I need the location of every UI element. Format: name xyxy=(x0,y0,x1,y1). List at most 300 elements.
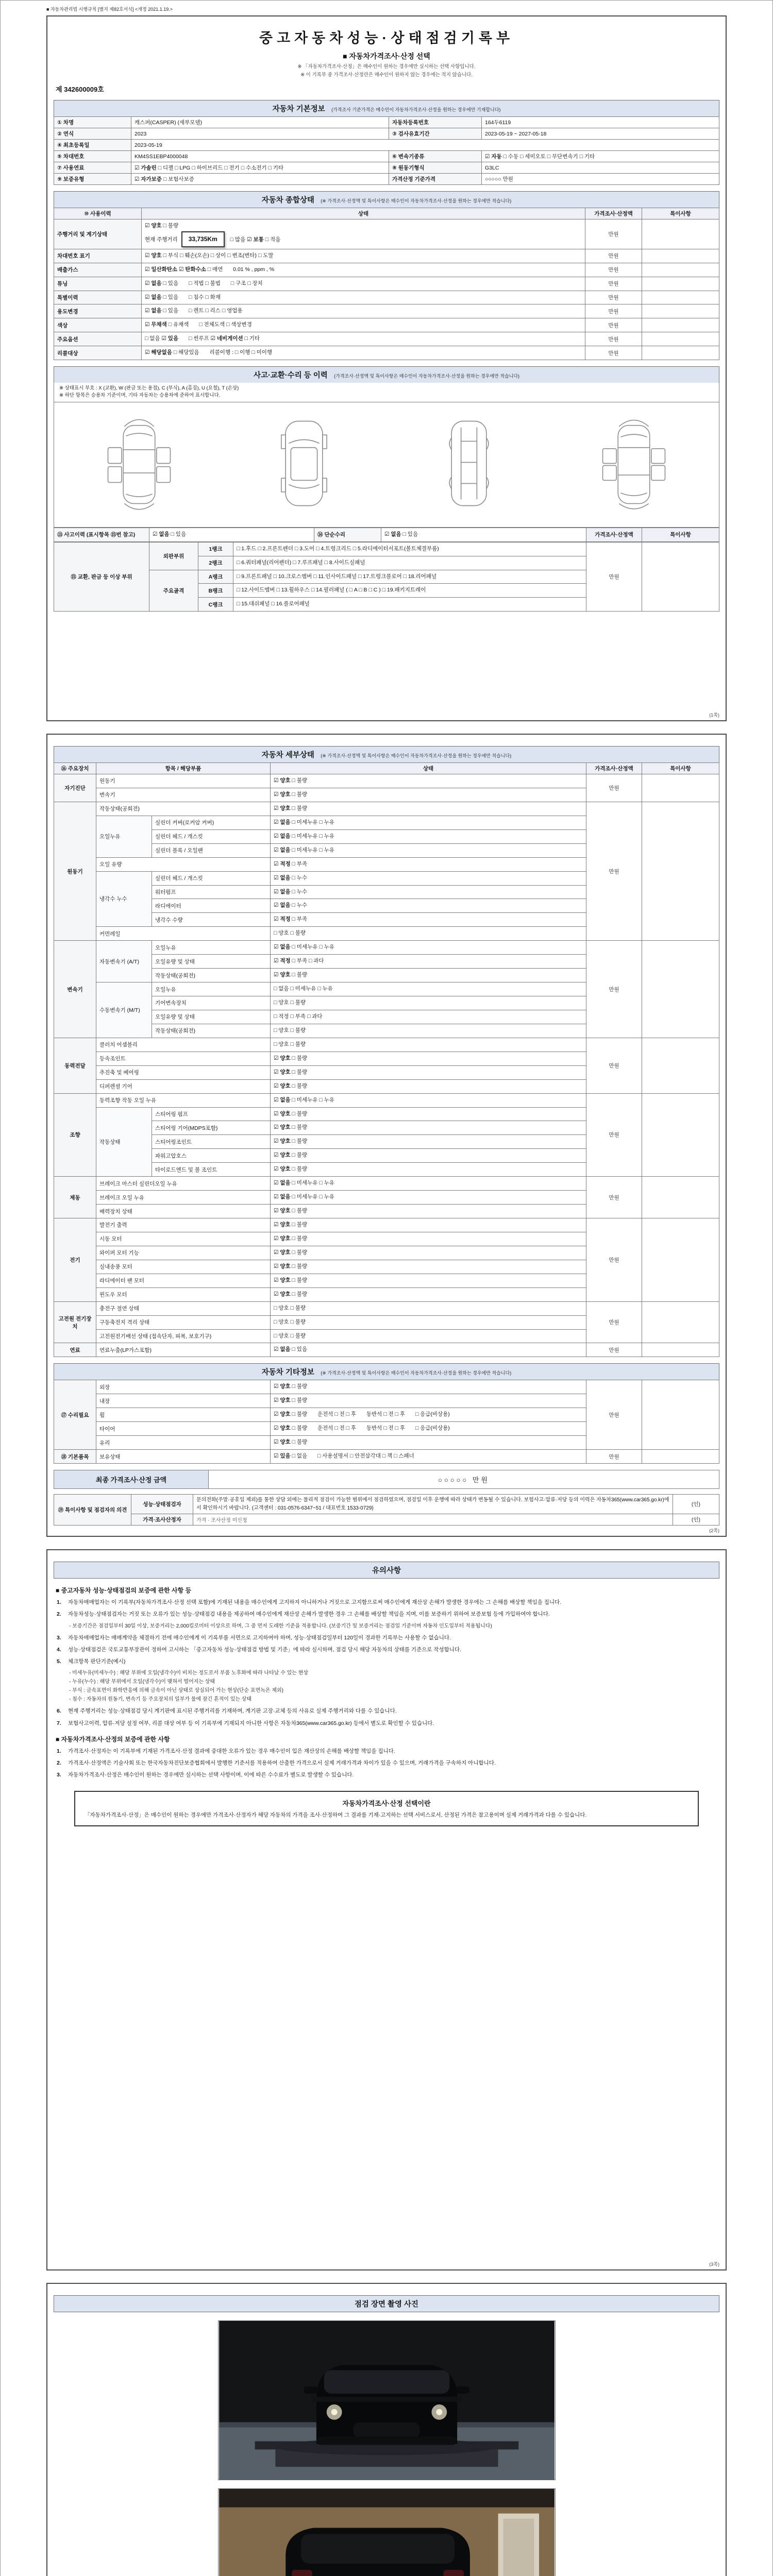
document-number: 제 342600009호 xyxy=(56,86,104,93)
checkbox-checked: ☑ 양호 xyxy=(274,1124,291,1131)
item-label: 실내송풍 모터 xyxy=(96,1260,271,1274)
page-1-mark: (1쪽) xyxy=(709,713,719,718)
checkbox-checked: ☑ 양호 xyxy=(274,972,291,978)
checkbox-unchecked: □ 적음 xyxy=(265,236,281,243)
state-text: ) xyxy=(379,587,381,594)
checkbox-unchecked: □ 불법 xyxy=(205,280,221,286)
inspector-opinion-text: 문의전화(주말·공휴일 제외)를 통한 상담 외에는 물리적 점검이 가능한 범위에서 점검하였으며, 점검일 이후 운행에 따라 상태가 변동될 수 있습니다. 보험사고·압류·저당 등의 이력은 자동차365(www.car365.go.kr)에서 확인하시기 바랍니다. (고객센터 : 031-0576-6347~51 / 대표번호 1533-0729) xyxy=(193,1495,673,1514)
field-label: ⑥ 변속기종류 xyxy=(389,151,482,162)
item-state xyxy=(271,1093,586,1107)
item-label: 발전기 출력 xyxy=(96,1218,271,1232)
checkbox-checked: ☑ 양호 xyxy=(274,1222,291,1228)
item-label: 실린더 헤드 / 개스킷 xyxy=(152,871,271,885)
checkbox-unchecked: □ 불량 xyxy=(292,1152,308,1159)
item-label: 커먼레일 xyxy=(96,927,271,941)
checkbox-checked: ☑ 없음 xyxy=(274,1346,291,1353)
checkbox-unchecked: □ 영업용 xyxy=(222,308,243,314)
checkbox-unchecked: □ 응급(비상용) xyxy=(415,1411,450,1418)
checkbox-checked: ☑ 없음 xyxy=(274,833,291,839)
item-label: 라디에이터 팬 모터 xyxy=(96,1274,271,1287)
checkbox-checked: ☑ 양호 xyxy=(274,1055,291,1061)
other-section-title: 자동차 기타정보 xyxy=(261,1368,314,1377)
checkbox-unchecked: □ 불량 xyxy=(292,1263,308,1269)
checkbox-unchecked: □ 기타 xyxy=(579,154,595,160)
item-state xyxy=(271,1329,586,1343)
checkbox-unchecked: □ 전체도색 xyxy=(199,321,225,328)
basic-row xyxy=(54,128,719,140)
basic-row xyxy=(54,174,719,185)
checkbox-unchecked: □ 후 xyxy=(395,1425,405,1432)
checkbox-unchecked: □ 적법 xyxy=(188,280,204,286)
item-label: 충전구 절연 상태 xyxy=(96,1301,271,1315)
detail-table-body xyxy=(54,774,719,1357)
notice-number: 2. xyxy=(57,1760,61,1767)
checkbox-checked: ☑ 양호 xyxy=(274,777,291,784)
item-label: 스티어링 기어(MDPS포함) xyxy=(152,1121,271,1135)
rank-label: 1랭크 xyxy=(198,542,233,556)
checkbox-unchecked: □ 불량 xyxy=(292,1411,308,1418)
price-cell: 만원 xyxy=(585,346,642,360)
checkbox-unchecked: □ 불량 xyxy=(292,1069,308,1075)
checkbox-unchecked: □ 미이행 xyxy=(251,349,273,356)
item-state xyxy=(271,1107,586,1121)
item-state xyxy=(271,913,586,927)
item-state xyxy=(271,1274,586,1287)
item-state xyxy=(271,1163,586,1177)
item-label: 등속조인트 xyxy=(96,1052,271,1065)
checkbox-unchecked: □ 1.후드 xyxy=(237,545,257,552)
checkbox-unchecked: □ 2.프론트펜더 xyxy=(258,545,293,552)
rank-row xyxy=(54,542,719,556)
notice-text: 보험사고이력, 압류·저당 설정 여부, 리콜 대상 여부 등 이 기록부에 기재되지 아니한 사항은 자동차365(www.car365.go.kr) 등에서 별도로 확인할 수 있습니다. xyxy=(68,1720,434,1726)
condition-row xyxy=(54,941,719,955)
item-state xyxy=(271,1380,586,1394)
item-state xyxy=(271,1218,586,1232)
field-value: 2023-05-19 ~ 2027-05-18 xyxy=(482,128,719,140)
checkbox-unchecked: □ 불량 xyxy=(163,223,179,229)
field-value: 2023-05-19 xyxy=(131,140,719,151)
notice-item xyxy=(57,1771,716,1779)
checkbox-unchecked: □ 부족 xyxy=(292,860,308,867)
price-cell: 만원 xyxy=(586,1093,642,1177)
item-label: 유리 xyxy=(96,1436,271,1450)
price-cell: 만원 xyxy=(586,1450,642,1464)
checkbox-unchecked: □ 19.패키지트레이 xyxy=(382,587,426,594)
checkbox-unchecked: □ 불량 xyxy=(290,930,306,937)
checkbox-unchecked: □ 11.인사이드패널 xyxy=(313,573,357,580)
checkbox-checked: ☑ 없음 xyxy=(153,531,170,537)
state-text: 운전석 xyxy=(317,1411,333,1418)
notice-number: 7. xyxy=(57,1720,61,1726)
system-group-label: 조향 xyxy=(54,1093,96,1177)
checkbox-unchecked: □ 기타 xyxy=(268,165,284,171)
checkbox-unchecked: □ 누유 xyxy=(319,846,334,853)
checkbox-unchecked: □ 15.대쉬패널 xyxy=(237,601,270,607)
checkbox-unchecked: □ 누유 xyxy=(319,819,334,825)
checkbox-unchecked: □ 썬루프 xyxy=(188,335,209,342)
page-4 xyxy=(46,2283,727,2576)
notice-section-head: ■ 자동차가격조사·산정의 보증에 관한 사항 xyxy=(56,1735,170,1743)
detail-section-band xyxy=(54,746,719,762)
item-state xyxy=(271,1135,586,1149)
item-label: 휠 xyxy=(96,1408,271,1422)
checkbox-unchecked: □ 불량 xyxy=(292,1291,308,1297)
item-label: 오일누유 xyxy=(152,941,271,955)
checkbox-unchecked: □ 해당있음 xyxy=(173,349,199,356)
note-cell xyxy=(642,291,719,304)
detail-col-price: 가격조사·산정액 xyxy=(586,763,642,774)
state-text: 동반석 xyxy=(366,1411,382,1418)
notice-item xyxy=(57,1634,716,1642)
checkbox-checked: ☑ 없음 xyxy=(274,846,291,853)
checkbox-unchecked: □ 17.트렁크플로어 xyxy=(358,573,402,580)
checkbox-unchecked: □ 불량 xyxy=(292,1235,308,1242)
detail-table xyxy=(54,762,719,1357)
checkbox-unchecked: □ 불량 xyxy=(292,1082,308,1089)
page-2-mark: (2쪽) xyxy=(709,1528,719,1533)
checkbox-unchecked: □ 불량 xyxy=(292,1222,308,1228)
price-cell: 만원 xyxy=(586,774,642,802)
item-label: 브레이크 오일 누유 xyxy=(96,1191,271,1205)
checkbox-checked: ☑ 없음 xyxy=(274,819,291,825)
accident-legend xyxy=(54,383,719,402)
checkbox-unchecked: □ 부족 xyxy=(290,1013,306,1020)
checkbox-unchecked: □ 있음 xyxy=(163,280,179,286)
checkbox-unchecked: □ 불량 xyxy=(292,805,308,811)
accident-legend-line2: ※ 하단 항목은 승용차 기준이며, 기타 자동차는 승용차에 준하여 표시합니다. xyxy=(59,393,221,399)
car-diagrams xyxy=(54,402,719,528)
checkbox-unchecked: □ 8.사이드실패널 xyxy=(324,559,365,566)
subgroup-label: 냉각수 누수 xyxy=(96,871,152,927)
notice-text: 자동차매매업자는 매매계약을 체결하기 전에 매수인에게 이 기록부를 서면으로 고지하여야 하며, 성능·상태점검일부터 120일이 경과한 기록부는 사용할 수 없습니다. xyxy=(68,1634,451,1641)
rank-label: C랭크 xyxy=(198,598,233,612)
checkbox-checked: ☑ 가솔린 xyxy=(135,165,157,171)
item-state xyxy=(271,871,586,885)
checkbox-unchecked: □ 누유 xyxy=(319,833,334,839)
checkbox-checked: ☑ 없음 xyxy=(384,531,401,537)
state-text: 현재 주행거리 xyxy=(145,236,178,243)
rank-items xyxy=(233,542,586,556)
other-section-band xyxy=(54,1363,719,1380)
checkbox-unchecked: □ 있음 xyxy=(292,1346,308,1353)
odometer-value: 33,735Km xyxy=(181,231,225,247)
condition-row xyxy=(54,1450,719,1464)
item-label: 실린더 커버(로커암 커버) xyxy=(152,816,271,829)
checkbox-unchecked: □ 13.휠하우스 xyxy=(276,587,310,594)
checkbox-unchecked: □ 9.프론트패널 xyxy=(237,573,272,580)
checkbox-unchecked: □ 렌트 xyxy=(188,308,204,314)
notice-text: 현재 주행거리는 성능·상태점검 당시 계기판에 표시된 주행거리를 기재하며, 계기판 고장·교체 등의 사유로 실제 주행거리와 다를 수 있습니다. xyxy=(68,1708,397,1715)
rank-items xyxy=(233,570,586,584)
condition-row xyxy=(54,1177,719,1191)
price-cell: 만원 xyxy=(585,318,642,332)
inspection-photo-front xyxy=(218,2320,556,2480)
usage-item-state xyxy=(142,346,585,360)
inspector-role-label: 성능·상태점검자 xyxy=(131,1495,193,1514)
item-state xyxy=(271,982,586,996)
note-cell xyxy=(642,774,719,802)
price-survey-select-title: ■ 자동차가격조사·산정 선택 xyxy=(343,52,430,60)
system-group-label: 전기 xyxy=(54,1218,96,1302)
accident-legend-line1: ※ 상태표시 부호 : X (교환), W (판금 또는 용접), C (부식), A (흠집), U (요철), T (손상) xyxy=(59,385,239,392)
field-label: 자동차등록번호 xyxy=(389,117,482,128)
note-cell xyxy=(642,802,719,940)
notice-text: 성능·상태점검은 국토교통부장관이 정하여 고시하는 「중고자동차 성능·상태점검 방법 및 기준」에 따라 실시하며, 점검 당시 해당 자동차의 상태를 기준으로 작성합니다. xyxy=(68,1646,461,1653)
checkbox-unchecked: □ 18.리어패널 xyxy=(403,573,437,580)
item-label: 변속기 xyxy=(96,788,271,802)
checkbox-checked: ☑ 양호 xyxy=(274,791,291,798)
checkbox-unchecked: □ 양호 xyxy=(274,1304,289,1311)
summary-row xyxy=(54,332,719,346)
checkbox-unchecked: □ 없음 xyxy=(145,335,160,342)
final-price-label: 최종 가격조사·산정 금액 xyxy=(54,1470,209,1488)
car-diagram-exterior-open-icon xyxy=(93,411,186,519)
panel-category-label: 주요골격 xyxy=(149,570,198,612)
checkbox-unchecked: □ 변조(변타) xyxy=(227,252,257,259)
price-cell: 만원 xyxy=(586,1301,642,1343)
field-label: ⑤ 차대번호 xyxy=(54,151,131,162)
checkbox-unchecked: □ 불량 xyxy=(292,791,308,798)
note-cell xyxy=(642,304,719,318)
checkbox-checked: ☑ 양호 xyxy=(274,1263,291,1269)
checkbox-unchecked: □ 도말 xyxy=(258,252,274,259)
item-state xyxy=(271,969,586,982)
checkbox-checked: ☑ 양호 xyxy=(274,1138,291,1145)
notices-content xyxy=(54,1586,719,1780)
condition-row xyxy=(54,1380,719,1394)
accident-section-note: (가격조사·산정액 및 특이사항은 매수인이 자동차가격조사·산정을 원하는 경우에만 적습니다) xyxy=(334,374,520,379)
system-group-label: 변속기 xyxy=(54,941,96,1038)
system-group-label: 자기진단 xyxy=(54,774,96,802)
checkbox-checked: ☑ 없음 xyxy=(145,308,162,314)
note-cell xyxy=(642,542,719,612)
checkbox-unchecked: □ 과다 xyxy=(307,1013,323,1020)
car-diagram-underbody-icon xyxy=(423,411,515,519)
checkbox-unchecked: □ 있음 xyxy=(171,531,187,537)
notices-band xyxy=(54,1562,719,1579)
checkbox-checked: ☑ 양호 xyxy=(274,1249,291,1256)
checkbox-checked: ☑ 보통 xyxy=(247,236,264,243)
checkbox-unchecked: □ 미세누유 xyxy=(292,1194,318,1200)
item-state xyxy=(271,927,586,941)
system-group-label: ⑱ 기본품목 xyxy=(54,1450,96,1464)
summary-row xyxy=(54,219,719,249)
note-cell xyxy=(642,1218,719,1302)
summary-col-usage: ⑩ 사용이력 xyxy=(54,208,142,219)
checkbox-unchecked: □ 수동 xyxy=(503,154,519,160)
checkbox-unchecked: □ 적정 xyxy=(274,1013,289,1020)
item-label: 원동기 xyxy=(96,774,271,788)
item-state xyxy=(271,1177,586,1191)
notice-sub-item: - 부식 : 금속표면이 화학반응에 의해 금속이 아닌 상태로 상실되어 가는 현상(단순 표면녹은 제외) xyxy=(69,1688,283,1694)
checkbox-unchecked: □ 침수 xyxy=(188,294,204,300)
checkbox-unchecked: □ 불량 xyxy=(290,1304,306,1311)
notice-number: 1. xyxy=(57,1748,61,1754)
checkbox-unchecked: □ 6.쿼터패널(리어펜더) xyxy=(237,559,292,566)
checkbox-checked: ☑ 양호 xyxy=(274,1425,291,1432)
checkbox-unchecked: □ 14.필러패널 xyxy=(311,587,345,594)
checkbox-checked: ☑ 없음 xyxy=(274,874,291,881)
notice-sub-item: - 미세누유(미세누수) : 해당 부위에 오일(냉각수)이 비치는 정도로서 부품 노후화에 따라 나타날 수 있는 현상 xyxy=(69,1670,309,1676)
checkbox-checked: ☑ 무채색 xyxy=(145,321,167,328)
checkbox-checked: ☑ 해당없음 xyxy=(145,349,172,356)
checkbox-unchecked: □ 미세누유 xyxy=(292,1096,318,1103)
checkbox-unchecked: □ 양호 xyxy=(274,999,289,1006)
notice-number: 6. xyxy=(57,1708,61,1715)
price-survey-note-1: ※ 「자동차가격조사·산정」은 매수인이 원하는 경우에만 실시하는 선택 사항입니다. xyxy=(297,64,476,70)
notice-number: 5. xyxy=(57,1658,61,1665)
item-state xyxy=(271,1121,586,1135)
checkbox-checked: ☑ 있음 xyxy=(161,335,179,342)
usage-item-label: 주행거리 및 계기상태 xyxy=(54,219,142,249)
notice-item xyxy=(57,1610,716,1618)
note-cell xyxy=(642,332,719,346)
usage-item-label: 배출가스 xyxy=(54,263,142,277)
summary-col-state: 상태 xyxy=(142,208,585,219)
item-label: 작동상태(공회전) xyxy=(152,1024,271,1038)
checkbox-unchecked: □ 미세누유 xyxy=(290,986,316,992)
car-diagram-top-icon xyxy=(258,411,350,519)
checkbox-unchecked: □ 없음 xyxy=(292,1453,308,1460)
item-label: 구동축전지 격리 상태 xyxy=(96,1315,271,1329)
usage-item-label: 차대번호 표기 xyxy=(54,249,142,263)
price-cell: 만원 xyxy=(586,1380,642,1450)
checkbox-checked: ☑ 양호 xyxy=(145,223,162,229)
checkbox-checked: ☑ 양호 xyxy=(274,1397,291,1404)
notice-text: 가격조사·산정액은 기술사회 또는 한국자동차진단보증협회에서 발행한 기준서를 적용하여 산출한 가격으로서 실제 거래가격과 차이가 있을 수 있으며, 거래가격을 구속하지 아니합니다. xyxy=(68,1760,496,1767)
checkbox-unchecked: □ C xyxy=(368,587,378,594)
price-survey-info-box xyxy=(74,1791,699,1827)
item-label: 오일유량 및 상태 xyxy=(152,955,271,969)
field-label: ③ 검사유효기간 xyxy=(389,128,482,140)
usage-item-state xyxy=(142,291,585,304)
checkbox-unchecked: □ 미세누유 xyxy=(292,819,318,825)
appraiser-seal: (인) xyxy=(673,1514,719,1526)
detail-col-note: 특이사항 xyxy=(642,763,719,774)
page-2 xyxy=(46,734,727,1537)
checkbox-unchecked: □ 과다 xyxy=(309,958,324,964)
state-text: 동반석 xyxy=(366,1425,382,1432)
accident-history-state xyxy=(149,528,314,541)
item-state xyxy=(271,774,586,788)
exchange-panel-table xyxy=(54,542,719,612)
summary-col-note: 특이사항 xyxy=(642,208,719,219)
checkbox-unchecked: □ 리스 xyxy=(205,308,221,314)
checkbox-unchecked: □ B xyxy=(359,587,367,594)
exchange-panel-body xyxy=(54,542,719,612)
usage-item-state xyxy=(142,249,585,263)
item-state xyxy=(271,1408,586,1422)
condition-row xyxy=(54,1343,719,1357)
checkbox-unchecked: □ 훼손(오손) xyxy=(180,252,209,259)
item-label: 실린더 헤드 / 개스킷 xyxy=(152,829,271,843)
checkbox-unchecked: □ 불량 xyxy=(290,1318,306,1325)
checkbox-checked: ☑ 적정 xyxy=(274,860,291,867)
checkbox-unchecked: □ 미세누유 xyxy=(292,944,318,951)
field-label: ④ 최초등록일 xyxy=(54,140,131,151)
price-cell: 만원 xyxy=(586,1038,642,1093)
checkbox-unchecked: □ 장치 xyxy=(247,280,263,286)
basic-table-body xyxy=(54,117,719,185)
subgroup-label: 작동상태 xyxy=(96,1107,152,1177)
field-label: 가격산정 기준가격 xyxy=(389,174,482,185)
checkbox-unchecked: □ 전 xyxy=(383,1411,394,1418)
item-label: 동력조향 작동 오일 누유 xyxy=(96,1093,271,1107)
photos-title: 점검 장면 촬영 사진 xyxy=(354,2300,419,2309)
appraiser-opinion-text: 가격 · 조사산정 미신청 xyxy=(193,1514,673,1526)
checkbox-unchecked: □ 세미오토 xyxy=(520,154,546,160)
item-label: 실린더 블록 / 오일팬 xyxy=(152,843,271,857)
basic-row xyxy=(54,151,719,162)
item-label: 오일누유 xyxy=(152,982,271,996)
checkbox-unchecked: □ 불량 xyxy=(290,1332,306,1339)
checkbox-unchecked: □ 불량 xyxy=(292,1166,308,1173)
item-state xyxy=(271,1038,586,1052)
checkbox-unchecked: □ 색상변경 xyxy=(226,321,252,328)
usage-item-state xyxy=(142,332,585,346)
note-cell xyxy=(642,1301,719,1343)
form-reference-note: ■ 자동차관리법 시행규칙 [별지 제82호서식] <개정 2021.1.19.> xyxy=(46,7,173,12)
checkbox-checked: ☑ 양호 xyxy=(274,1439,291,1446)
usage-item-state xyxy=(142,277,585,291)
notices-title: 유의사항 xyxy=(372,1567,401,1575)
checkbox-unchecked: □ 스패너 xyxy=(394,1453,414,1460)
item-label: 오일유량 및 상태 xyxy=(152,1010,271,1024)
note-cell xyxy=(642,1177,719,1218)
accident-section-title: 사고·교환·수리 등 이력 xyxy=(253,371,328,380)
field-label: ⑦ 사용연료 xyxy=(54,162,131,174)
item-label: 작동상태(공회전) xyxy=(96,802,271,816)
subgroup-label: 수동변속기 (M/T) xyxy=(96,982,152,1038)
checkbox-unchecked: □ 누유 xyxy=(319,944,334,951)
item-label: 라디에이터 xyxy=(152,899,271,913)
photos-band xyxy=(54,2295,719,2312)
item-label: 배력장치 상태 xyxy=(96,1205,271,1218)
field-label: ② 연식 xyxy=(54,128,131,140)
checkbox-checked: ☑ 없음 xyxy=(274,1096,291,1103)
price-survey-info-box-title: 자동차가격조사·산정 선택이란 xyxy=(342,1799,431,1807)
checkbox-unchecked: □ 사용설명서 xyxy=(317,1453,348,1460)
checkbox-unchecked: □ 후 xyxy=(346,1425,357,1432)
summary-row xyxy=(54,263,719,277)
subgroup-label: 오일누유 xyxy=(96,816,152,857)
item-label: 오일 유량 xyxy=(96,857,271,871)
checkbox-unchecked: □ 이행 xyxy=(234,349,250,356)
checkbox-unchecked: □ 부족 xyxy=(292,916,308,923)
rank-items xyxy=(233,598,586,612)
field-value xyxy=(131,162,389,174)
document-title: 중고자동차성능·상태점검기록부 xyxy=(259,30,514,46)
state-text: 0.01 % , xyxy=(233,266,253,273)
checkbox-checked: ☑ 양호 xyxy=(274,1082,291,1089)
checkbox-checked: ☑ 일산화탄소 xyxy=(145,266,178,273)
checkbox-unchecked: □ 3.도어 xyxy=(294,545,315,552)
notice-item xyxy=(57,1759,716,1767)
checkbox-unchecked: □ 잭 xyxy=(382,1453,393,1460)
summary-table-body xyxy=(54,219,719,360)
condition-row xyxy=(54,1301,719,1315)
checkbox-checked: ☑ 자가보증 xyxy=(135,176,162,182)
note-cell xyxy=(642,263,719,277)
item-state xyxy=(271,1232,586,1246)
item-state xyxy=(271,788,586,802)
summary-row xyxy=(54,346,719,360)
item-state xyxy=(271,1394,586,1408)
notice-item xyxy=(57,1747,716,1755)
summary-col-price: 가격조사·산정액 xyxy=(585,208,642,219)
basic-table xyxy=(54,116,719,185)
note-cell xyxy=(642,1093,719,1177)
